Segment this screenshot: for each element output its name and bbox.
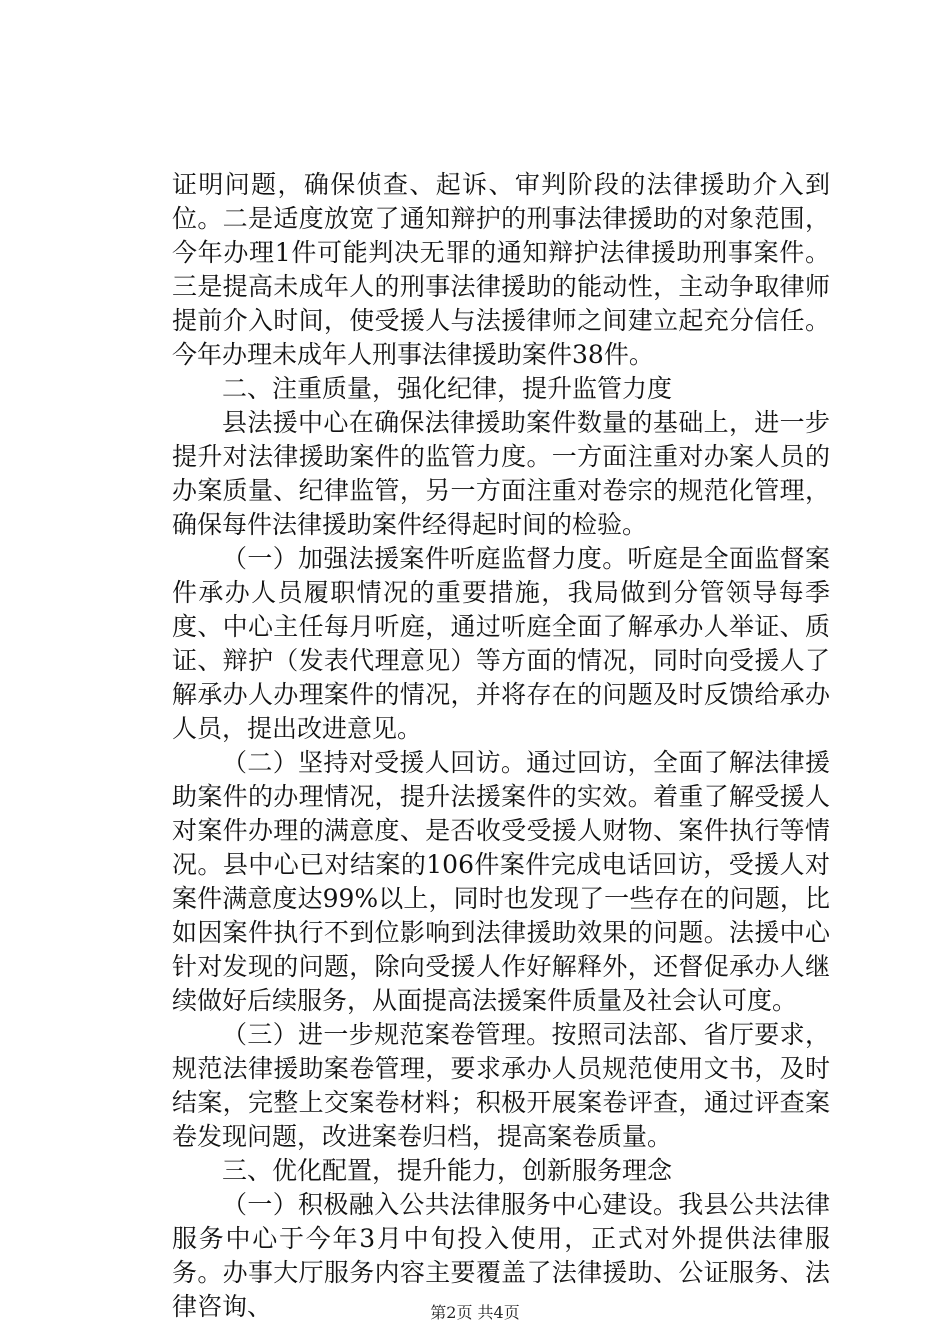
paragraph-5: （二）坚持对受援人回访。通过回访，全面了解法律援助案件的办理情况，提升法援案件的实效。着重了解受援人对案件办理的满意度、是否收受受援人财物、案件执行等情况。县中心已对结案的106件案件完成电话回访，受援人对案件满意度达99%以上，同时也发现了一些存在的问题，比如因案件执行不到位影响到法律援助效果的问题。法援中心针对发现的问题，除向受援人作好解释外，还督促承办人继续做好后续服务，从面提高法援案件质量及社会认可度。 [172, 748, 830, 1015]
paragraph-4: （一）加强法援案件听庭监督力度。听庭是全面监督案件承办人员履职情况的重要措施，我局做到分管领导每季度、中心主任每月听庭，通过听庭全面了解承办人举证、质证、辩护（发表代理意见）等方面的情况，同时向受援人了解承办人办理案件的情况，并将存在的问题及时反馈给承办人员，提出改进意见。 [172, 544, 830, 743]
paragraph-6: （三）进一步规范案卷管理。按照司法部、省厅要求，规范法律援助案卷管理，要求承办人员规范使用文书，及时结案，完整上交案卷材料；积极开展案卷评查，通过评查案卷发现问题，改进案卷归档，提高案卷质量。 [172, 1020, 830, 1151]
section-heading-2: 二、注重质量，强化纪律，提升监管力度 [222, 374, 673, 403]
page-footer: 第2页 共4页 [430, 1303, 520, 1322]
paragraph-8: （一）积极融入公共法律服务中心建设。我县公共法律服务中心于今年3月中旬投入使用，正式对外提供法律服务。办事大厅服务内容主要覆盖了法律援助、公证服务、法律咨询、 [172, 1190, 830, 1321]
document-body [172, 168, 830, 1324]
paragraph-1: 证明问题，确保侦查、起诉、审判阶段的法律援助介入到位。二是适度放宽了通知辩护的刑事法律援助的对象范围，今年办理1件可能判决无罪的通知辩护法律援助刑事案件。三是提高未成年人的刑事法律援助的能动性，主动争取律师提前介入时间，使受援人与法援律师之间建立起充分信任。今年办理未成年人刑事法律援助案件38件。 [172, 170, 830, 369]
section-heading-3: 三、优化配置，提升能力，创新服务理念 [222, 1156, 673, 1185]
paragraph-3: 县法援中心在确保法律援助案件数量的基础上，进一步提升对法律援助案件的监管力度。一方面注重对办案人员的办案质量、纪律监管，另一方面注重对卷宗的规范化管理，确保每件法律援助案件经得起时间的检验。 [172, 408, 830, 539]
